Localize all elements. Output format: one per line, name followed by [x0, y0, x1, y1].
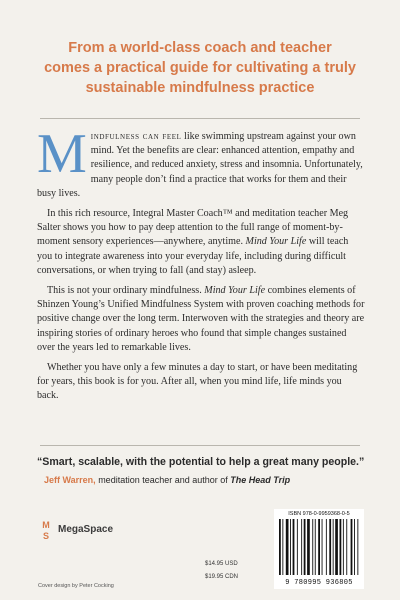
- headline-line-3: sustainable mindfulness practice: [85, 80, 315, 96]
- price-usd: $14.95 USD: [205, 561, 238, 567]
- endorser-book-title: The Head Trip: [230, 475, 291, 485]
- barcode-digits: 9 780995 936805: [285, 579, 353, 587]
- paragraph-3: [37, 284, 365, 355]
- isbn-number: ISBN 978-0-9959368-0-5: [288, 511, 350, 517]
- endorser-role: meditation teacher and author of: [95, 475, 231, 485]
- isbn-barcode: [274, 509, 364, 589]
- description-body: [37, 123, 365, 410]
- paragraph-2-book-title: Mind Your Life: [245, 236, 307, 248]
- endorser-name: Jeff Warren,: [44, 475, 96, 485]
- barcode-bars: [278, 519, 360, 577]
- paragraph-2: [37, 207, 365, 278]
- paragraph-4: Whether you have only a few minutes a day to start, or have been meditating for years, this book is for you. After all, when you mind life, life minds you back.: [37, 362, 358, 402]
- paragraph-3-text-a: This is not your ordinary mindfulness.: [47, 285, 205, 297]
- svg-text:M: M: [42, 520, 50, 530]
- cover-design-credit: Cover design by Peter Cocking: [38, 583, 114, 589]
- headline-line-2: comes a practical guide for cultivating a truly: [44, 60, 356, 76]
- megaspace-logo-icon: [38, 519, 54, 541]
- paragraph-3-text-b: combines elements of Shinzen Young’s Unified Mindfulness System with proven coaching methods for positive change over the long term. Interwoven with the strategies and theory are inspiring stories of ordinary heroes who found that simple changes sustained over the years led to remarkable lives.: [37, 285, 365, 353]
- paragraph-1-lead: indfulness can feel: [90, 131, 182, 142]
- drop-cap-letter: M: [37, 123, 87, 185]
- quote-divider: [40, 445, 360, 446]
- endorsement-quote: “Smart, scalable, with the potential to help a great many people.”: [37, 456, 365, 468]
- publisher-name: MegaSpace: [58, 524, 114, 535]
- paragraph-2-text-a: In this rich resource, Integral Master Coach™ and meditation teacher Meg Salter shows you how to pay deep attention to the full range of moment-by-moment sensory experiences—anywhere, anytime.: [37, 208, 349, 248]
- endorsement-attribution: [44, 475, 374, 485]
- headline-line-1: From a world-class coach and teacher: [68, 40, 332, 56]
- paragraph-1-text: like swimming upstream against your own mind. Yet the benefits are clear: enhanced attention, empathy and resilience, and reduced anxiety, stress and insomnia. Unfortunately, many people don’t find a practice that works for them and their busy lives.: [37, 131, 363, 199]
- price-cdn: $19.95 CDN: [205, 574, 239, 580]
- paragraph-2-text-b: will teach you to integrate awareness into your everyday life, including during difficult conversations, or when trying to fall (and stay) asleep.: [37, 236, 349, 276]
- top-divider: [40, 118, 360, 119]
- cover-headline: [40, 38, 360, 98]
- svg-text:S: S: [42, 531, 50, 541]
- paragraph-1: [37, 123, 365, 201]
- paragraph-3-book-title: Mind Your Life: [204, 285, 266, 297]
